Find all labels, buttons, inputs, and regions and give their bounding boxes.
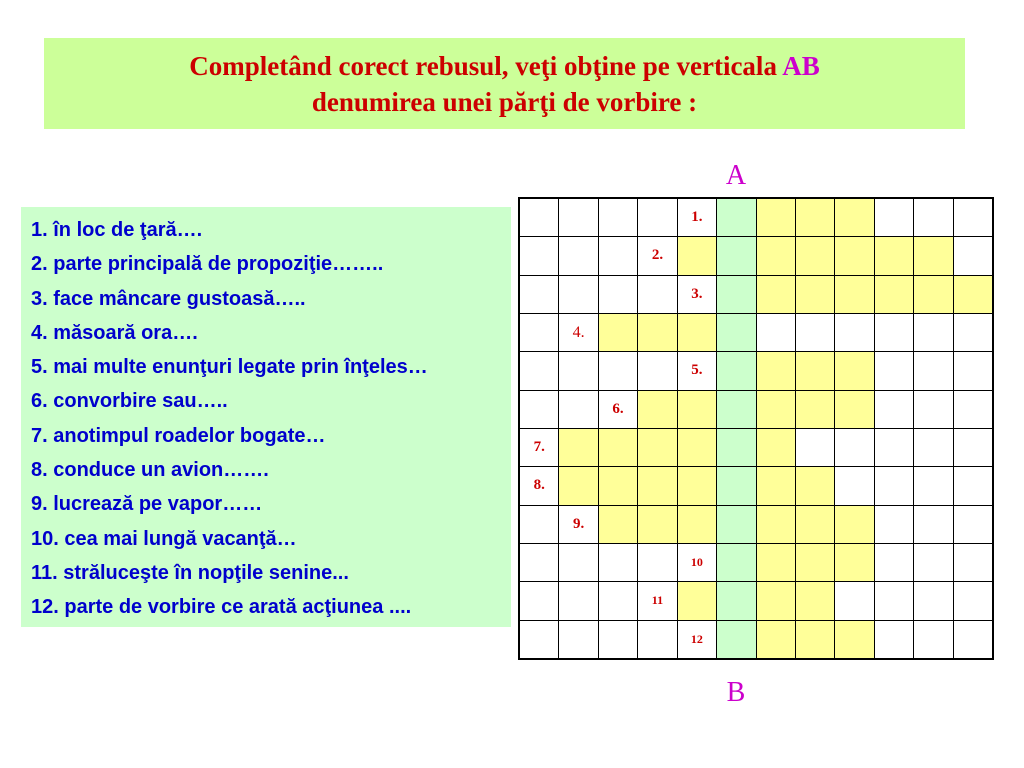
clue-number-cell: 1. <box>678 199 716 236</box>
clue-number-cell: 8. <box>520 467 558 504</box>
answer-cell[interactable] <box>559 467 597 504</box>
empty-cell <box>914 199 952 236</box>
answer-cell[interactable] <box>757 199 795 236</box>
empty-cell <box>875 429 913 466</box>
label-a: A <box>725 160 747 191</box>
empty-cell <box>796 314 834 351</box>
empty-cell <box>875 621 913 658</box>
empty-cell <box>954 582 992 619</box>
clue-number-cell: 11 <box>638 582 676 619</box>
key-column-cell[interactable] <box>717 544 755 581</box>
empty-cell <box>914 582 952 619</box>
empty-cell <box>914 621 952 658</box>
answer-cell[interactable] <box>599 429 637 466</box>
empty-cell <box>520 544 558 581</box>
answer-cell[interactable] <box>875 237 913 274</box>
answer-cell[interactable] <box>875 276 913 313</box>
answer-cell[interactable] <box>914 276 952 313</box>
empty-cell <box>914 314 952 351</box>
answer-cell[interactable] <box>835 352 873 389</box>
empty-cell <box>954 467 992 504</box>
empty-cell <box>954 199 992 236</box>
key-column-cell[interactable] <box>717 352 755 389</box>
answer-cell[interactable] <box>796 506 834 543</box>
empty-cell <box>835 582 873 619</box>
empty-cell <box>875 391 913 428</box>
answer-cell[interactable] <box>835 544 873 581</box>
empty-cell <box>875 314 913 351</box>
empty-cell <box>599 276 637 313</box>
answer-cell[interactable] <box>835 199 873 236</box>
empty-cell <box>599 199 637 236</box>
crossword-grid <box>518 197 994 660</box>
answer-cell[interactable] <box>835 621 873 658</box>
key-column-cell[interactable] <box>717 582 755 619</box>
answer-cell[interactable] <box>796 467 834 504</box>
empty-cell <box>599 582 637 619</box>
clue-number-cell: 6. <box>599 391 637 428</box>
answer-cell[interactable] <box>757 429 795 466</box>
answer-cell[interactable] <box>757 582 795 619</box>
empty-cell <box>520 314 558 351</box>
empty-cell <box>835 429 873 466</box>
empty-cell <box>599 352 637 389</box>
clue-7: 7. anotimpul roadelor bogate… <box>31 424 326 447</box>
key-column-cell[interactable] <box>717 506 755 543</box>
answer-cell[interactable] <box>796 621 834 658</box>
clue-number-cell: 7. <box>520 429 558 466</box>
answer-cell[interactable] <box>796 199 834 236</box>
empty-cell <box>914 391 952 428</box>
answer-cell[interactable] <box>757 391 795 428</box>
answer-cell[interactable] <box>599 506 637 543</box>
empty-cell <box>520 237 558 274</box>
empty-cell <box>954 391 992 428</box>
empty-cell <box>914 467 952 504</box>
clue-number-cell: 12 <box>678 621 716 658</box>
empty-cell <box>559 582 597 619</box>
answer-cell[interactable] <box>638 391 676 428</box>
empty-cell <box>875 467 913 504</box>
empty-cell <box>599 237 637 274</box>
empty-cell <box>875 506 913 543</box>
answer-cell[interactable] <box>954 276 992 313</box>
clue-6: 6. convorbire sau….. <box>31 390 228 413</box>
answer-cell[interactable] <box>559 429 597 466</box>
empty-cell <box>520 621 558 658</box>
clue-5: 5. mai multe enunţuri legate prin înţeles… <box>31 356 428 379</box>
clue-number-cell: 4. <box>559 314 597 351</box>
clue-number-cell: 2. <box>638 237 676 274</box>
answer-cell[interactable] <box>835 506 873 543</box>
answer-cell[interactable] <box>678 429 716 466</box>
answer-cell[interactable] <box>757 352 795 389</box>
clue-9: 9. lucrează pe vapor…… <box>31 493 263 516</box>
key-column-cell[interactable] <box>717 391 755 428</box>
title-line-2: denumirea unei părţi de vorbire : <box>311 87 698 117</box>
empty-cell <box>638 199 676 236</box>
empty-cell <box>954 506 992 543</box>
empty-cell <box>559 352 597 389</box>
answer-cell[interactable] <box>638 429 676 466</box>
answer-cell[interactable] <box>638 506 676 543</box>
answer-cell[interactable] <box>914 237 952 274</box>
label-b: B <box>726 677 746 708</box>
key-column-cell[interactable] <box>717 621 755 658</box>
empty-cell <box>638 276 676 313</box>
answer-cell[interactable] <box>678 467 716 504</box>
empty-cell <box>796 429 834 466</box>
empty-cell <box>638 544 676 581</box>
answer-cell[interactable] <box>835 237 873 274</box>
answer-cell[interactable] <box>796 391 834 428</box>
empty-cell <box>835 467 873 504</box>
clue-number-cell: 3. <box>678 276 716 313</box>
answer-cell[interactable] <box>796 237 834 274</box>
empty-cell <box>559 621 597 658</box>
clue-11: 11. străluceşte în nopţile senine... <box>31 561 349 584</box>
empty-cell <box>520 352 558 389</box>
key-column-cell[interactable] <box>717 429 755 466</box>
clue-3: 3. face mâncare gustoasă….. <box>31 287 306 310</box>
empty-cell <box>954 314 992 351</box>
empty-cell <box>875 582 913 619</box>
key-column-cell[interactable] <box>717 237 755 274</box>
empty-cell <box>520 276 558 313</box>
empty-cell <box>914 352 952 389</box>
empty-cell <box>875 199 913 236</box>
answer-cell[interactable] <box>599 314 637 351</box>
key-column-cell[interactable] <box>717 276 755 313</box>
empty-cell <box>599 544 637 581</box>
answer-cell[interactable] <box>757 506 795 543</box>
answer-cell[interactable] <box>835 391 873 428</box>
clue-number-cell: 10 <box>678 544 716 581</box>
answer-cell[interactable] <box>757 467 795 504</box>
empty-cell <box>559 544 597 581</box>
answer-cell[interactable] <box>638 467 676 504</box>
title-ab: AB <box>782 51 820 81</box>
answer-cell[interactable] <box>678 506 716 543</box>
empty-cell <box>914 544 952 581</box>
clue-1: 1. în loc de ţară…. <box>31 219 203 241</box>
empty-cell <box>638 621 676 658</box>
title-box <box>44 38 965 129</box>
clue-number-cell: 9. <box>559 506 597 543</box>
answer-cell[interactable] <box>638 314 676 351</box>
empty-cell <box>520 391 558 428</box>
empty-cell <box>835 314 873 351</box>
empty-cell <box>757 314 795 351</box>
empty-cell <box>599 621 637 658</box>
empty-cell <box>914 429 952 466</box>
answer-cell[interactable] <box>599 467 637 504</box>
empty-cell <box>559 276 597 313</box>
clues-panel <box>21 207 511 627</box>
empty-cell <box>520 582 558 619</box>
empty-cell <box>520 506 558 543</box>
answer-cell[interactable] <box>757 544 795 581</box>
answer-cell[interactable] <box>678 314 716 351</box>
empty-cell <box>954 544 992 581</box>
empty-cell <box>520 199 558 236</box>
empty-cell <box>954 237 992 274</box>
answer-cell[interactable] <box>796 352 834 389</box>
key-column-cell[interactable] <box>717 199 755 236</box>
empty-cell <box>954 621 992 658</box>
key-column-cell[interactable] <box>717 314 755 351</box>
empty-cell <box>914 506 952 543</box>
answer-cell[interactable] <box>835 276 873 313</box>
empty-cell <box>559 391 597 428</box>
answer-cell[interactable] <box>757 237 795 274</box>
clue-4: 4. măsoară ora…. <box>31 321 198 344</box>
empty-cell <box>559 237 597 274</box>
clue-12: 12. parte de vorbire ce arată acţiunea .... <box>31 596 412 619</box>
empty-cell <box>875 352 913 389</box>
clue-number-cell: 5. <box>678 352 716 389</box>
answer-cell[interactable] <box>678 391 716 428</box>
answer-cell[interactable] <box>678 237 716 274</box>
empty-cell <box>875 544 913 581</box>
title-text: Completând corect rebusul, veţi obţine pe verticala <box>189 51 777 81</box>
title-line-1 <box>44 48 965 84</box>
empty-cell <box>954 352 992 389</box>
empty-cell <box>954 429 992 466</box>
answer-cell[interactable] <box>678 582 716 619</box>
empty-cell <box>638 352 676 389</box>
clue-8: 8. conduce un avion……. <box>31 459 269 482</box>
key-column-cell[interactable] <box>717 467 755 504</box>
empty-cell <box>559 199 597 236</box>
answer-cell[interactable] <box>796 544 834 581</box>
answer-cell[interactable] <box>796 276 834 313</box>
answer-cell[interactable] <box>796 582 834 619</box>
answer-cell[interactable] <box>757 621 795 658</box>
answer-cell[interactable] <box>757 276 795 313</box>
clue-10: 10. cea mai lungă vacanţă… <box>31 527 297 550</box>
clue-2: 2. parte principală de propoziţie…….. <box>31 253 384 276</box>
